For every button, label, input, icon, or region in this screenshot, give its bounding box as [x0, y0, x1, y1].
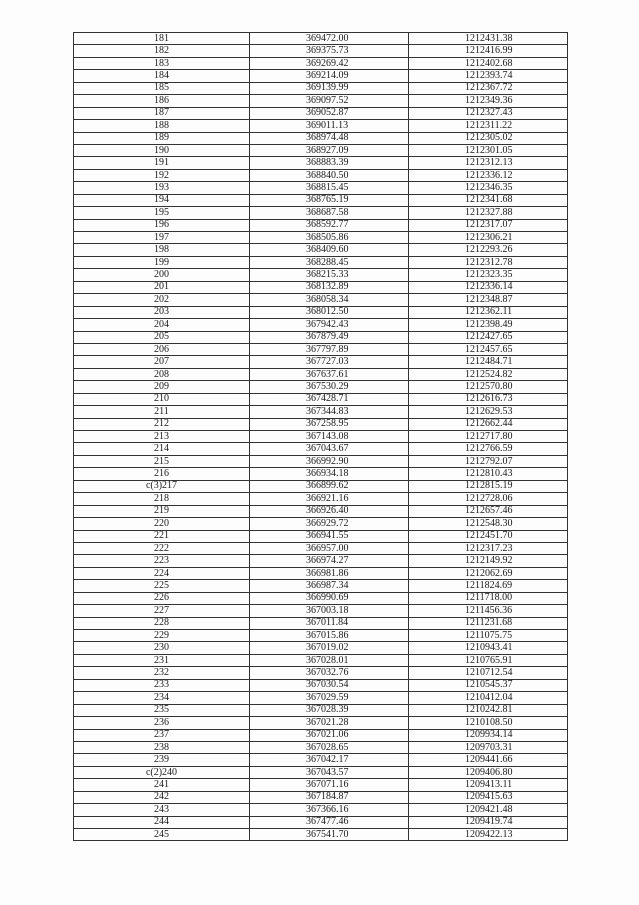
point-number-cell: 194 — [74, 194, 250, 206]
table-row — [74, 667, 568, 679]
y-coordinate-cell: 1212402.68 — [409, 57, 568, 69]
point-number-cell: 227 — [74, 605, 250, 617]
point-number-cell: 201 — [74, 281, 250, 293]
point-number-cell: 238 — [74, 741, 250, 753]
y-coordinate-cell: 1212336.12 — [409, 169, 568, 181]
y-coordinate-cell: 1212349.36 — [409, 95, 568, 107]
table-row — [74, 157, 568, 169]
y-coordinate-cell: 1212293.26 — [409, 244, 568, 256]
table-row — [74, 182, 568, 194]
table-row — [74, 642, 568, 654]
y-coordinate-cell: 1212431.38 — [409, 33, 568, 45]
table-row — [74, 107, 568, 119]
table-row — [74, 766, 568, 778]
table-row — [74, 580, 568, 592]
y-coordinate-cell: 1212367.72 — [409, 82, 568, 94]
y-coordinate-cell: 1212451.70 — [409, 530, 568, 542]
x-coordinate-cell: 366934.18 — [250, 468, 409, 480]
table-row — [74, 306, 568, 318]
point-number-cell: 203 — [74, 306, 250, 318]
y-coordinate-cell: 1211231.68 — [409, 617, 568, 629]
point-number-cell: 229 — [74, 630, 250, 642]
x-coordinate-cell: 369375.73 — [250, 45, 409, 57]
y-coordinate-cell: 1209415.63 — [409, 791, 568, 803]
x-coordinate-cell: 367021.28 — [250, 717, 409, 729]
y-coordinate-cell: 1210412.04 — [409, 692, 568, 704]
x-coordinate-cell: 368927.09 — [250, 144, 409, 156]
point-number-cell: 226 — [74, 592, 250, 604]
table-row — [74, 281, 568, 293]
point-number-cell: 215 — [74, 455, 250, 467]
x-coordinate-cell: 366987.34 — [250, 580, 409, 592]
table-row — [74, 331, 568, 343]
x-coordinate-cell: 366990.69 — [250, 592, 409, 604]
point-number-cell: 209 — [74, 381, 250, 393]
y-coordinate-cell: 1212657.46 — [409, 505, 568, 517]
y-coordinate-cell: 1212548.30 — [409, 518, 568, 530]
x-coordinate-cell: 367019.02 — [250, 642, 409, 654]
y-coordinate-cell: 1212341.68 — [409, 194, 568, 206]
table-row — [74, 219, 568, 231]
y-coordinate-cell: 1210943.41 — [409, 642, 568, 654]
y-coordinate-cell: 1210108.50 — [409, 717, 568, 729]
x-coordinate-cell: 367028.01 — [250, 654, 409, 666]
x-coordinate-cell: 367727.03 — [250, 356, 409, 368]
x-coordinate-cell: 367530.29 — [250, 381, 409, 393]
point-number-cell: 210 — [74, 393, 250, 405]
x-coordinate-cell: 368058.34 — [250, 294, 409, 306]
table-row — [74, 493, 568, 505]
table-row — [74, 57, 568, 69]
point-number-cell: 192 — [74, 169, 250, 181]
y-coordinate-cell: 1212616.73 — [409, 393, 568, 405]
y-coordinate-cell: 1212662.44 — [409, 418, 568, 430]
table-row — [74, 95, 568, 107]
point-number-cell: 204 — [74, 319, 250, 331]
x-coordinate-cell: 368815.45 — [250, 182, 409, 194]
table-row — [74, 816, 568, 828]
point-number-cell: 181 — [74, 33, 250, 45]
table-row — [74, 754, 568, 766]
x-coordinate-cell: 366992.90 — [250, 455, 409, 467]
point-number-cell: 182 — [74, 45, 250, 57]
point-number-cell: 221 — [74, 530, 250, 542]
table-row — [74, 679, 568, 691]
point-number-cell: 200 — [74, 269, 250, 281]
table-row — [74, 455, 568, 467]
y-coordinate-cell: 1212398.49 — [409, 319, 568, 331]
point-number-cell: 243 — [74, 804, 250, 816]
point-number-cell: 228 — [74, 617, 250, 629]
y-coordinate-cell: 1209703.31 — [409, 741, 568, 753]
table-row — [74, 431, 568, 443]
x-coordinate-cell: 369097.52 — [250, 95, 409, 107]
y-coordinate-cell: 1212393.74 — [409, 70, 568, 82]
y-coordinate-cell: 1212305.02 — [409, 132, 568, 144]
point-number-cell: 197 — [74, 232, 250, 244]
y-coordinate-cell: 1210765.91 — [409, 654, 568, 666]
point-number-cell: 233 — [74, 679, 250, 691]
x-coordinate-cell: 369139.99 — [250, 82, 409, 94]
y-coordinate-cell: 1210712.54 — [409, 667, 568, 679]
table-row — [74, 319, 568, 331]
table-row — [74, 829, 568, 841]
y-coordinate-cell: 1211075.75 — [409, 630, 568, 642]
point-number-cell: 189 — [74, 132, 250, 144]
table-row — [74, 530, 568, 542]
x-coordinate-cell: 367637.61 — [250, 368, 409, 380]
y-coordinate-cell: 1212327.88 — [409, 207, 568, 219]
point-number-cell: 183 — [74, 57, 250, 69]
point-number-cell: 232 — [74, 667, 250, 679]
table-row — [74, 120, 568, 132]
table-row — [74, 418, 568, 430]
y-coordinate-cell: 1212348.87 — [409, 294, 568, 306]
x-coordinate-cell: 367477.46 — [250, 816, 409, 828]
x-coordinate-cell: 367021.06 — [250, 729, 409, 741]
x-coordinate-cell: 367879.49 — [250, 331, 409, 343]
table-row — [74, 443, 568, 455]
y-coordinate-cell: 1212346.35 — [409, 182, 568, 194]
point-number-cell: 188 — [74, 120, 250, 132]
point-number-cell: 216 — [74, 468, 250, 480]
y-coordinate-cell: 1209406.80 — [409, 766, 568, 778]
x-coordinate-cell: 368765.19 — [250, 194, 409, 206]
table-row — [74, 144, 568, 156]
table-row — [74, 393, 568, 405]
point-number-cell: 212 — [74, 418, 250, 430]
y-coordinate-cell: 1212317.07 — [409, 219, 568, 231]
y-coordinate-cell: 1212570.80 — [409, 381, 568, 393]
x-coordinate-cell: 367942.43 — [250, 319, 409, 331]
table-row — [74, 294, 568, 306]
point-number-cell: 224 — [74, 567, 250, 579]
table-row — [74, 356, 568, 368]
point-number-cell: 235 — [74, 704, 250, 716]
point-number-cell: 214 — [74, 443, 250, 455]
point-number-cell: 211 — [74, 406, 250, 418]
table-row — [74, 654, 568, 666]
point-number-cell: 237 — [74, 729, 250, 741]
x-coordinate-cell: 367028.65 — [250, 741, 409, 753]
y-coordinate-cell: 1212728.06 — [409, 493, 568, 505]
table-row — [74, 617, 568, 629]
point-number-cell: 236 — [74, 717, 250, 729]
point-number-cell: 206 — [74, 343, 250, 355]
table-row — [74, 194, 568, 206]
coordinates-table-body — [74, 33, 568, 841]
point-number-cell: 191 — [74, 157, 250, 169]
table-row — [74, 468, 568, 480]
x-coordinate-cell: 367029.59 — [250, 692, 409, 704]
point-number-cell: 242 — [74, 791, 250, 803]
y-coordinate-cell: 1212717.80 — [409, 431, 568, 443]
coordinates-table — [73, 32, 568, 841]
y-coordinate-cell: 1212629.53 — [409, 406, 568, 418]
point-number-cell: 185 — [74, 82, 250, 94]
point-number-cell: 220 — [74, 518, 250, 530]
x-coordinate-cell: 367797.89 — [250, 343, 409, 355]
table-row — [74, 343, 568, 355]
point-number-cell: 234 — [74, 692, 250, 704]
y-coordinate-cell: 1212416.99 — [409, 45, 568, 57]
x-coordinate-cell: 368592.77 — [250, 219, 409, 231]
x-coordinate-cell: 369052.87 — [250, 107, 409, 119]
y-coordinate-cell: 1211456.36 — [409, 605, 568, 617]
x-coordinate-cell: 366929.72 — [250, 518, 409, 530]
table-row — [74, 45, 568, 57]
y-coordinate-cell: 1210545.37 — [409, 679, 568, 691]
x-coordinate-cell: 369011.13 — [250, 120, 409, 132]
table-row — [74, 381, 568, 393]
point-number-cell: 218 — [74, 493, 250, 505]
point-number-cell: 195 — [74, 207, 250, 219]
x-coordinate-cell: 368974.48 — [250, 132, 409, 144]
table-row — [74, 269, 568, 281]
x-coordinate-cell: 367032.76 — [250, 667, 409, 679]
y-coordinate-cell: 1212149.92 — [409, 555, 568, 567]
point-number-cell: 186 — [74, 95, 250, 107]
x-coordinate-cell: 366921.16 — [250, 493, 409, 505]
table-row — [74, 256, 568, 268]
table-row — [74, 630, 568, 642]
y-coordinate-cell: 1210242.81 — [409, 704, 568, 716]
x-coordinate-cell: 368409.60 — [250, 244, 409, 256]
point-number-cell: c(3)217 — [74, 480, 250, 492]
point-number-cell: 245 — [74, 829, 250, 841]
point-number-cell: 205 — [74, 331, 250, 343]
point-number-cell: 239 — [74, 754, 250, 766]
point-number-cell: 223 — [74, 555, 250, 567]
x-coordinate-cell: 367366.16 — [250, 804, 409, 816]
x-coordinate-cell: 366981.86 — [250, 567, 409, 579]
table-row — [74, 741, 568, 753]
x-coordinate-cell: 367344.83 — [250, 406, 409, 418]
y-coordinate-cell: 1211824.69 — [409, 580, 568, 592]
x-coordinate-cell: 367042.17 — [250, 754, 409, 766]
point-number-cell: 213 — [74, 431, 250, 443]
x-coordinate-cell: 366941.55 — [250, 530, 409, 542]
x-coordinate-cell: 368288.45 — [250, 256, 409, 268]
x-coordinate-cell: 366899.62 — [250, 480, 409, 492]
table-row — [74, 704, 568, 716]
point-number-cell: 199 — [74, 256, 250, 268]
table-row — [74, 505, 568, 517]
x-coordinate-cell: 368132.89 — [250, 281, 409, 293]
table-row — [74, 692, 568, 704]
point-number-cell: 241 — [74, 779, 250, 791]
x-coordinate-cell: 368012.50 — [250, 306, 409, 318]
table-row — [74, 779, 568, 791]
table-row — [74, 132, 568, 144]
table-row — [74, 605, 568, 617]
x-coordinate-cell: 369472.00 — [250, 33, 409, 45]
point-number-cell: 190 — [74, 144, 250, 156]
y-coordinate-cell: 1212524.82 — [409, 368, 568, 380]
x-coordinate-cell: 368883.39 — [250, 157, 409, 169]
table-row — [74, 480, 568, 492]
x-coordinate-cell: 366957.00 — [250, 542, 409, 554]
y-coordinate-cell: 1212427.65 — [409, 331, 568, 343]
x-coordinate-cell: 367028.39 — [250, 704, 409, 716]
y-coordinate-cell: 1209419.74 — [409, 816, 568, 828]
y-coordinate-cell: 1212312.78 — [409, 256, 568, 268]
y-coordinate-cell: 1212301.05 — [409, 144, 568, 156]
y-coordinate-cell: 1209421.48 — [409, 804, 568, 816]
x-coordinate-cell: 367043.57 — [250, 766, 409, 778]
point-number-cell: 230 — [74, 642, 250, 654]
x-coordinate-cell: 368215.33 — [250, 269, 409, 281]
point-number-cell: 193 — [74, 182, 250, 194]
table-row — [74, 518, 568, 530]
y-coordinate-cell: 1212457.65 — [409, 343, 568, 355]
y-coordinate-cell: 1212327.43 — [409, 107, 568, 119]
table-row — [74, 232, 568, 244]
x-coordinate-cell: 367541.70 — [250, 829, 409, 841]
y-coordinate-cell: 1212062.69 — [409, 567, 568, 579]
x-coordinate-cell: 366926.40 — [250, 505, 409, 517]
y-coordinate-cell: 1211718.00 — [409, 592, 568, 604]
point-number-cell: 208 — [74, 368, 250, 380]
y-coordinate-cell: 1212815.19 — [409, 480, 568, 492]
table-row — [74, 368, 568, 380]
point-number-cell: 225 — [74, 580, 250, 592]
y-coordinate-cell: 1212792.07 — [409, 455, 568, 467]
x-coordinate-cell: 367071.16 — [250, 779, 409, 791]
y-coordinate-cell: 1212312.13 — [409, 157, 568, 169]
x-coordinate-cell: 367043.67 — [250, 443, 409, 455]
y-coordinate-cell: 1212323.35 — [409, 269, 568, 281]
x-coordinate-cell: 366974.27 — [250, 555, 409, 567]
table-row — [74, 70, 568, 82]
table-row — [74, 82, 568, 94]
point-number-cell: 231 — [74, 654, 250, 666]
table-row — [74, 555, 568, 567]
x-coordinate-cell: 367015.86 — [250, 630, 409, 642]
x-coordinate-cell: 368840.50 — [250, 169, 409, 181]
point-number-cell: 222 — [74, 542, 250, 554]
table-row — [74, 592, 568, 604]
x-coordinate-cell: 369214.09 — [250, 70, 409, 82]
x-coordinate-cell: 369269.42 — [250, 57, 409, 69]
y-coordinate-cell: 1212766.59 — [409, 443, 568, 455]
point-number-cell: c(2)240 — [74, 766, 250, 778]
table-row — [74, 207, 568, 219]
table-row — [74, 542, 568, 554]
y-coordinate-cell: 1212317.23 — [409, 542, 568, 554]
point-number-cell: 196 — [74, 219, 250, 231]
x-coordinate-cell: 368687.58 — [250, 207, 409, 219]
x-coordinate-cell: 367428.71 — [250, 393, 409, 405]
y-coordinate-cell: 1209422.13 — [409, 829, 568, 841]
y-coordinate-cell: 1209441.66 — [409, 754, 568, 766]
table-row — [74, 791, 568, 803]
point-number-cell: 187 — [74, 107, 250, 119]
x-coordinate-cell: 367258.95 — [250, 418, 409, 430]
x-coordinate-cell: 367143.08 — [250, 431, 409, 443]
y-coordinate-cell: 1212362.11 — [409, 306, 568, 318]
point-number-cell: 207 — [74, 356, 250, 368]
table-row — [74, 244, 568, 256]
y-coordinate-cell: 1209934.14 — [409, 729, 568, 741]
table-row — [74, 804, 568, 816]
y-coordinate-cell: 1209413.11 — [409, 779, 568, 791]
x-coordinate-cell: 367003.18 — [250, 605, 409, 617]
table-row — [74, 33, 568, 45]
y-coordinate-cell: 1212306.21 — [409, 232, 568, 244]
x-coordinate-cell: 367184.87 — [250, 791, 409, 803]
point-number-cell: 219 — [74, 505, 250, 517]
table-row — [74, 567, 568, 579]
y-coordinate-cell: 1212810.43 — [409, 468, 568, 480]
x-coordinate-cell: 367030.54 — [250, 679, 409, 691]
table-row — [74, 169, 568, 181]
table-row — [74, 406, 568, 418]
y-coordinate-cell: 1212336.14 — [409, 281, 568, 293]
point-number-cell: 184 — [74, 70, 250, 82]
point-number-cell: 202 — [74, 294, 250, 306]
point-number-cell: 244 — [74, 816, 250, 828]
x-coordinate-cell: 367011.84 — [250, 617, 409, 629]
point-number-cell: 198 — [74, 244, 250, 256]
y-coordinate-cell: 1212311.22 — [409, 120, 568, 132]
table-row — [74, 729, 568, 741]
table-row — [74, 717, 568, 729]
y-coordinate-cell: 1212484.71 — [409, 356, 568, 368]
x-coordinate-cell: 368505.86 — [250, 232, 409, 244]
